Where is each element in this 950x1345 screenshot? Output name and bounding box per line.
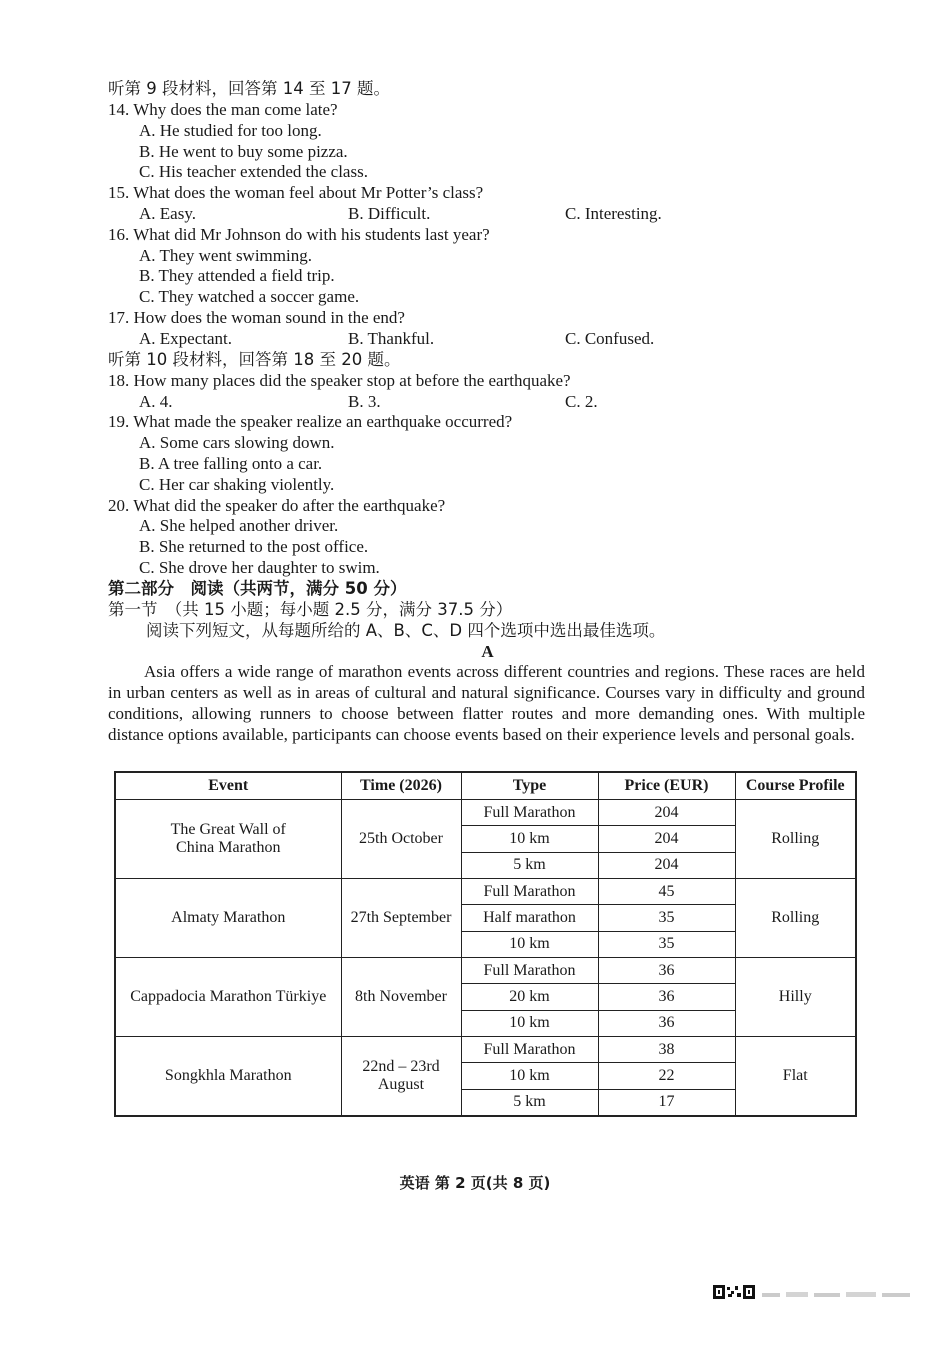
race-type: Full Marathon [461,1036,598,1062]
course-profile: Rolling [735,878,856,957]
option: A. Some cars slowing down. [139,433,335,452]
question-stem: 15. What does the woman feel about Mr Potter’s class? [108,183,484,202]
race-type: Half marathon [461,905,598,931]
race-type: 5 km [461,1089,598,1116]
question-stem: 17. How does the woman sound in the end? [108,308,405,327]
part-title: 第二部分 阅读（共两节，满分 50 分） [108,579,407,598]
table-row [115,800,856,826]
header-cell: Price (EUR) [598,772,735,800]
race-price: 45 [598,878,735,904]
event-time: 22nd – 23rd August [341,1036,461,1116]
option: A. 4. [139,392,173,411]
option: B. He went to buy some pizza. [139,142,348,161]
race-type: 10 km [461,826,598,852]
event-name: Cappadocia Marathon Türkiye [115,957,341,1036]
event-time: 27th September [341,878,461,957]
header-cell: Time (2026) [341,772,461,800]
event-name: Almaty Marathon [115,878,341,957]
race-price: 35 [598,905,735,931]
question-stem: 18. How many places did the speaker stop at before the earthquake? [108,371,571,390]
question-stem: 20. What did the speaker do after the earthquake? [108,496,446,515]
race-price: 204 [598,826,735,852]
question-stem: 14. Why does the man come late? [108,100,338,119]
page-footer: 英语 第 2 页(共 8 页) [399,1174,551,1192]
option: B. They attended a field trip. [139,266,335,285]
option: B. She returned to the post office. [139,537,369,556]
course-profile: Hilly [735,957,856,1036]
race-type: 5 km [461,852,598,878]
table-row [115,1036,856,1062]
race-price: 22 [598,1063,735,1089]
option: A. She helped another driver. [139,516,339,535]
option: A. Easy. [139,204,196,223]
event-name: Songkhla Marathon [115,1036,341,1116]
option: C. Confused. [565,329,655,348]
option: B. Difficult. [348,204,431,223]
option: C. His teacher extended the class. [139,162,368,181]
header-cell: Course Profile [735,772,856,800]
race-type: 10 km [461,931,598,957]
option: B. Thankful. [348,329,435,348]
section-intro: 听第 10 段材料，回答第 18 至 20 题。 [108,350,401,369]
race-type: Full Marathon [461,878,598,904]
question-stem: 16. What did Mr Johnson do with his students last year? [108,225,490,244]
passage-letter: A [481,642,494,661]
qr-code-icon [713,1285,755,1299]
race-price: 204 [598,800,735,826]
course-profile: Flat [735,1036,856,1116]
event-time: 8th November [341,957,461,1036]
course-profile: Rolling [735,800,856,879]
section-intro: 听第 9 段材料，回答第 14 至 17 题。 [108,79,390,98]
option: A. They went swimming. [139,246,312,265]
option: C. She drove her daughter to swim. [139,558,380,577]
race-price: 36 [598,957,735,983]
header-cell: Event [115,772,341,800]
option: C. Her car shaking violently. [139,475,335,494]
event-time: 25th October [341,800,461,879]
marathon-table [114,771,857,1117]
option: A. Expectant. [139,329,232,348]
race-price: 38 [598,1036,735,1062]
header-cell: Type [461,772,598,800]
option: C. 2. [565,392,598,411]
passage-text: Asia offers a wide range of marathon events across different countries and regions. These races are held in urban centers as well as in areas of cultural and natural significance. Courses vary in difficulty and ground conditions, allowing runners to choose between flatter routes and more demanding ones. With multiple distance options available, participants can choose events based on their experience levels and personal goals. [108,662,865,744]
option: B. 3. [348,392,381,411]
table-header-row [115,772,856,800]
race-price: 36 [598,1010,735,1036]
race-type: 10 km [461,1063,598,1089]
instructions: 阅读下列短文，从每题所给的 A、B、C、D 四个选项中选出最佳选项。 [146,621,666,640]
race-price: 35 [598,931,735,957]
race-price: 204 [598,852,735,878]
race-type: Full Marathon [461,957,598,983]
table-row [115,957,856,983]
option: A. He studied for too long. [139,121,322,140]
option: B. A tree falling onto a car. [139,454,323,473]
race-type: 20 km [461,984,598,1010]
option: C. Interesting. [565,204,662,223]
race-type: 10 km [461,1010,598,1036]
watermark-mark [762,1291,912,1299]
question-stem: 19. What made the speaker realize an earthquake occurred? [108,412,513,431]
race-type: Full Marathon [461,800,598,826]
option: C. They watched a soccer game. [139,287,360,306]
event-name: The Great Wall of China Marathon [115,800,341,879]
table-row [115,878,856,904]
race-price: 17 [598,1089,735,1116]
race-price: 36 [598,984,735,1010]
section-title: 第一节 （共 15 小题；每小题 2.5 分，满分 37.5 分） [108,600,513,619]
